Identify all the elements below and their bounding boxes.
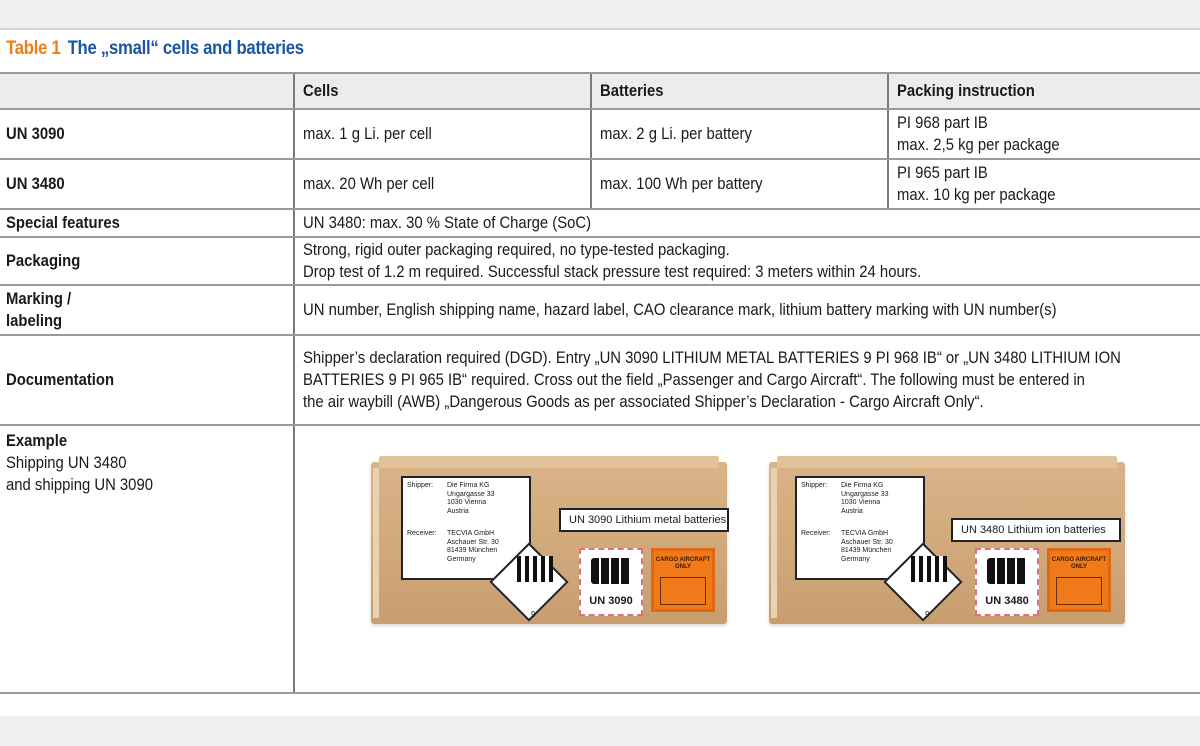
documentation-value: Shipper’s declaration required (DGD). Entry „UN 3090 LITHIUM METAL BATTERIES 9 PI 968 IB“ or „UN 3480 LITHIUM ION BATTERIES 9 PI 965 IB“ required. Cross out the field „Passenger and Cargo Aircraft“. The following must be entered in the air waybill (AWB) „Dangerous Goods as per associated Shipper’s Declaration - Cargo Aircraft Only“. [294, 335, 1200, 425]
table-title [6, 38, 304, 60]
documentation-row [0, 335, 1200, 425]
special-features-value: UN 3480: max. 30 % State of Charge (SoC) [294, 209, 1200, 237]
table-row [0, 159, 1200, 209]
header-cells: Cells [294, 73, 591, 109]
package-illustration-un3480: Shipper: Die Firma KG Ungargasse 33 1030 Vienna Austria Receiver: TECVIA GmbH Aschauer Str. 30 81439 München Germany UN 3480 Lithium ion batteries 9 UN 3480 CARGO AIRCRAFT ONLY [769, 456, 1129, 628]
example-label-cell: Example Shipping UN 3480 and shipping UN 3090 [0, 425, 294, 693]
top-band [0, 0, 1200, 30]
cells-value: max. 1 g Li. per cell [294, 109, 591, 159]
row-label: Marking / labeling [0, 285, 294, 335]
example-label: Example [6, 432, 68, 450]
example-illustration-cell [294, 425, 1200, 693]
cargo-aircraft-only-icon: CARGO AIRCRAFT ONLY [651, 548, 715, 612]
example-row [0, 425, 1200, 693]
proper-shipping-name-label: UN 3480 Lithium ion batteries [951, 518, 1121, 542]
batteries-value: max. 2 g Li. per battery [591, 109, 888, 159]
cells-value: max. 20 Wh per cell [294, 159, 591, 209]
lithium-battery-mark-icon: UN 3480 [975, 548, 1039, 616]
proper-shipping-name-label: UN 3090 Lithium metal batteries [559, 508, 729, 532]
marking-value: UN number, English shipping name, hazard label, CAO clearance mark, lithium battery marking with UN number(s) [294, 285, 1200, 335]
packaging-row [0, 237, 1200, 285]
row-label: Documentation [0, 335, 294, 425]
table-row [0, 109, 1200, 159]
packing-value: PI 968 part IB max. 2,5 kg per package [888, 109, 1200, 159]
package-illustration-un3090: Shipper: Die Firma KG Ungargasse 33 1030 Vienna Austria Receiver: TECVIA GmbH Aschauer Str. 30 81439 München Germany UN 3090 Lithium metal batteries 9 UN 3090 CARGO AIRCRAFT ONLY [371, 456, 731, 628]
header-row [0, 73, 1200, 109]
lithium-battery-mark-icon: UN 3090 [579, 548, 643, 616]
address-label: Shipper: Die Firma KG Ungargasse 33 1030 Vienna Austria Receiver: TECVIA GmbH Aschauer Str. 30 81439 München Germany [795, 476, 925, 580]
special-features-row [0, 209, 1200, 237]
table-sheet [0, 30, 1200, 716]
row-label: UN 3480 [0, 159, 294, 209]
packing-value: PI 965 part IB max. 10 kg per package [888, 159, 1200, 209]
cargo-aircraft-only-icon: CARGO AIRCRAFT ONLY [1047, 548, 1111, 612]
batteries-table [0, 72, 1200, 694]
table-number: Table 1 [6, 38, 61, 59]
batteries-value: max. 100 Wh per battery [591, 159, 888, 209]
header-packing: Packing instruction [888, 73, 1200, 109]
packaging-value: Strong, rigid outer packaging required, no type-tested packaging. Drop test of 1.2 m required. Successful stack pressure test required: 3 meters within 24 hours. [294, 237, 1200, 285]
marking-row [0, 285, 1200, 335]
header-batteries: Batteries [591, 73, 888, 109]
row-label: UN 3090 [0, 109, 294, 159]
header-empty [0, 73, 294, 109]
table-caption: The „small“ cells and batteries [67, 38, 304, 59]
row-label: Special features [0, 209, 294, 237]
address-label: Shipper: Die Firma KG Ungargasse 33 1030 Vienna Austria Receiver: TECVIA GmbH Aschauer Str. 30 81439 München Germany [401, 476, 531, 580]
row-label: Packaging [0, 237, 294, 285]
